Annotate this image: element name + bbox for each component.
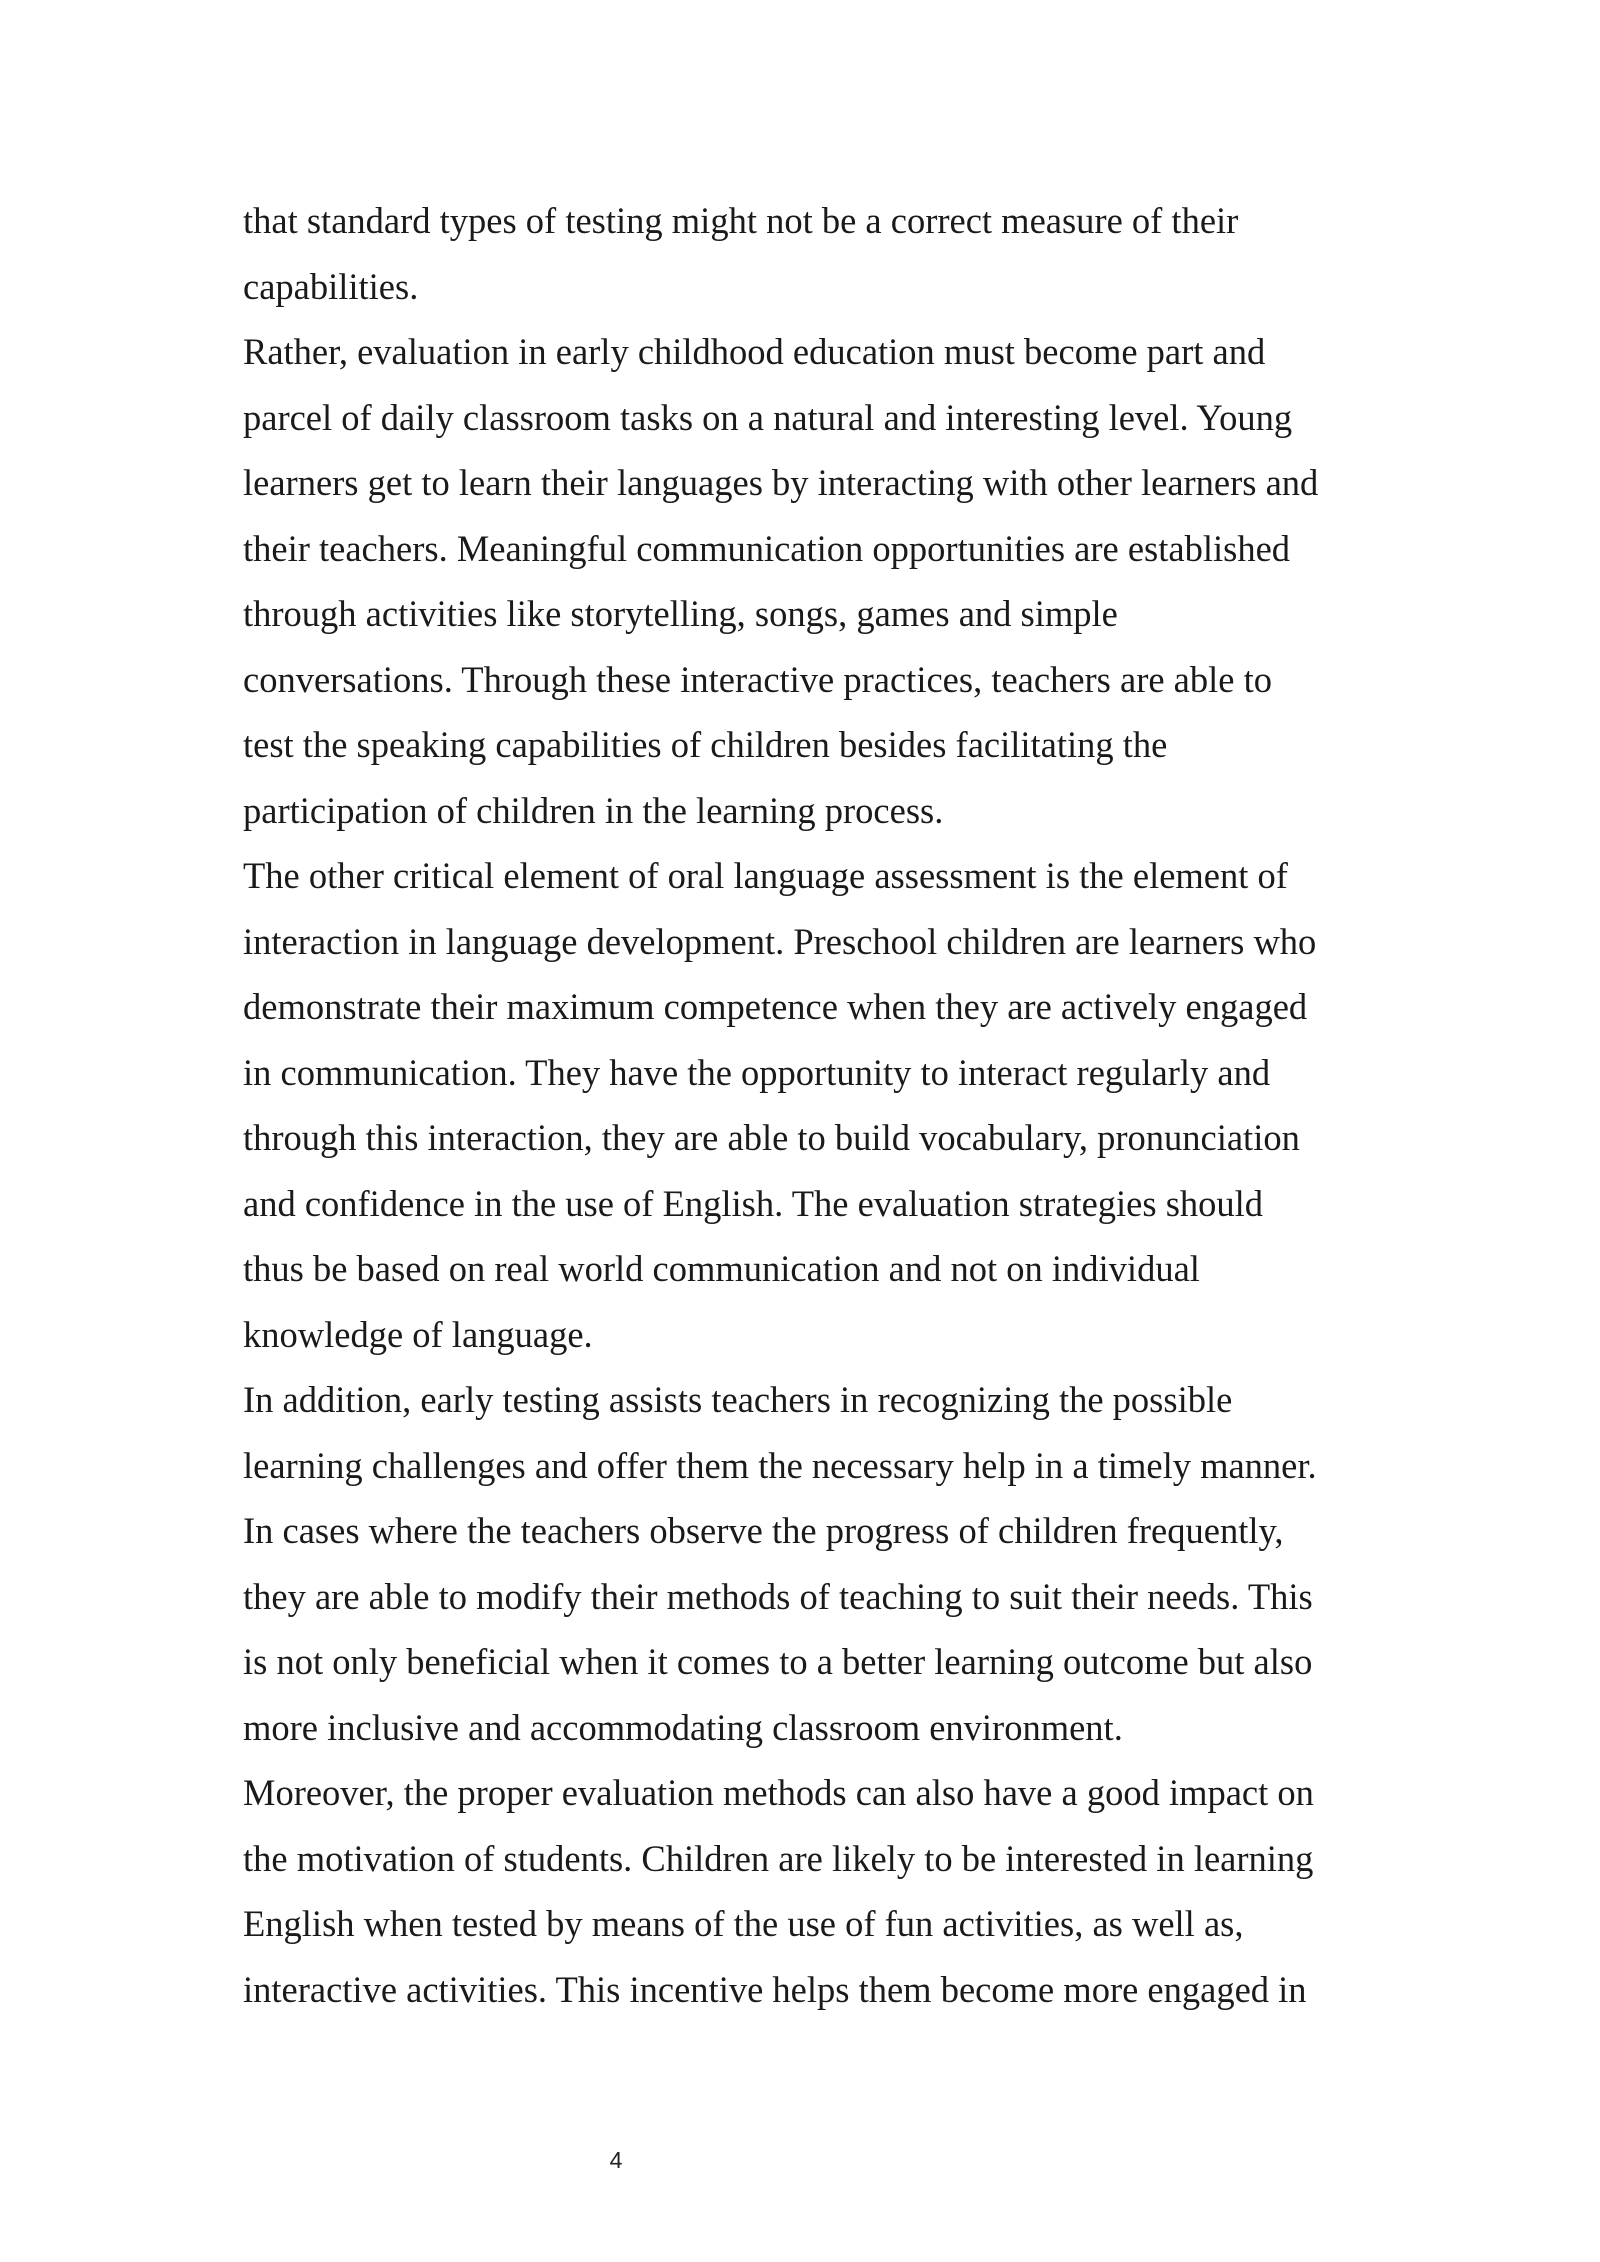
text-line: In addition, early testing assists teachers in recognizing the possible [243, 1379, 1233, 1420]
text-line: test the speaking capabilities of children besides facilitating the [243, 724, 1168, 765]
text-line: The other critical element of oral language assessment is the element of [243, 855, 1288, 896]
text-line: they are able to modify their methods of teaching to suit their needs. This [243, 1575, 1313, 1617]
text-line: learning challenges and offer them the necessary help in a timely manner. [243, 1444, 1317, 1486]
text-line: more inclusive and accommodating classroom environment. [243, 1706, 1123, 1748]
body-text [243, 188, 1373, 2022]
text-line: demonstrate their maximum competence when they are actively engaged [243, 986, 1308, 1027]
text-line: thus be based on real world communication and not on individual [243, 1248, 1200, 1289]
text-line: knowledge of language. [243, 1313, 593, 1355]
text-line: is not only beneficial when it comes to a better learning outcome but also [243, 1641, 1313, 1682]
text-line: through this interaction, they are able to build vocabulary, pronunciation [243, 1117, 1300, 1158]
text-line: their teachers. Meaningful communication opportunities are established [243, 527, 1291, 569]
text-line: English when tested by means of the use of fun activities, as well as, [243, 1903, 1244, 1944]
text-line: conversations. Through these interactive practices, teachers are able to [243, 658, 1272, 700]
text-line: the motivation of students. Children are likely to be interested in learning [243, 1837, 1314, 1879]
page-number: 4 [609, 2147, 623, 2173]
text-line: Rather, evaluation in early childhood education must become part and [243, 331, 1266, 372]
text-line: participation of children in the learning process. [243, 789, 944, 831]
text-line: learners get to learn their languages by interacting with other learners and [243, 462, 1319, 503]
text-line: through activities like storytelling, songs, games and simple [243, 593, 1118, 634]
text-line: in communication. They have the opportunity to interact regularly and [243, 1051, 1271, 1093]
text-line: that standard types of testing might not be a correct measure of their [243, 200, 1239, 241]
text-line: and confidence in the use of English. The evaluation strategies should [243, 1182, 1264, 1224]
text-line: parcel of daily classroom tasks on a natural and interesting level. Young [243, 396, 1293, 438]
text-line: interactive activities. This incentive helps them become more engaged in [243, 1968, 1307, 2010]
text-line: Moreover, the proper evaluation methods can also have a good impact on [243, 1772, 1314, 1813]
text-line: capabilities. [243, 265, 419, 307]
text-line: In cases where the teachers observe the progress of children frequently, [243, 1510, 1284, 1551]
text-line: interaction in language development. Preschool children are learners who [243, 920, 1317, 962]
